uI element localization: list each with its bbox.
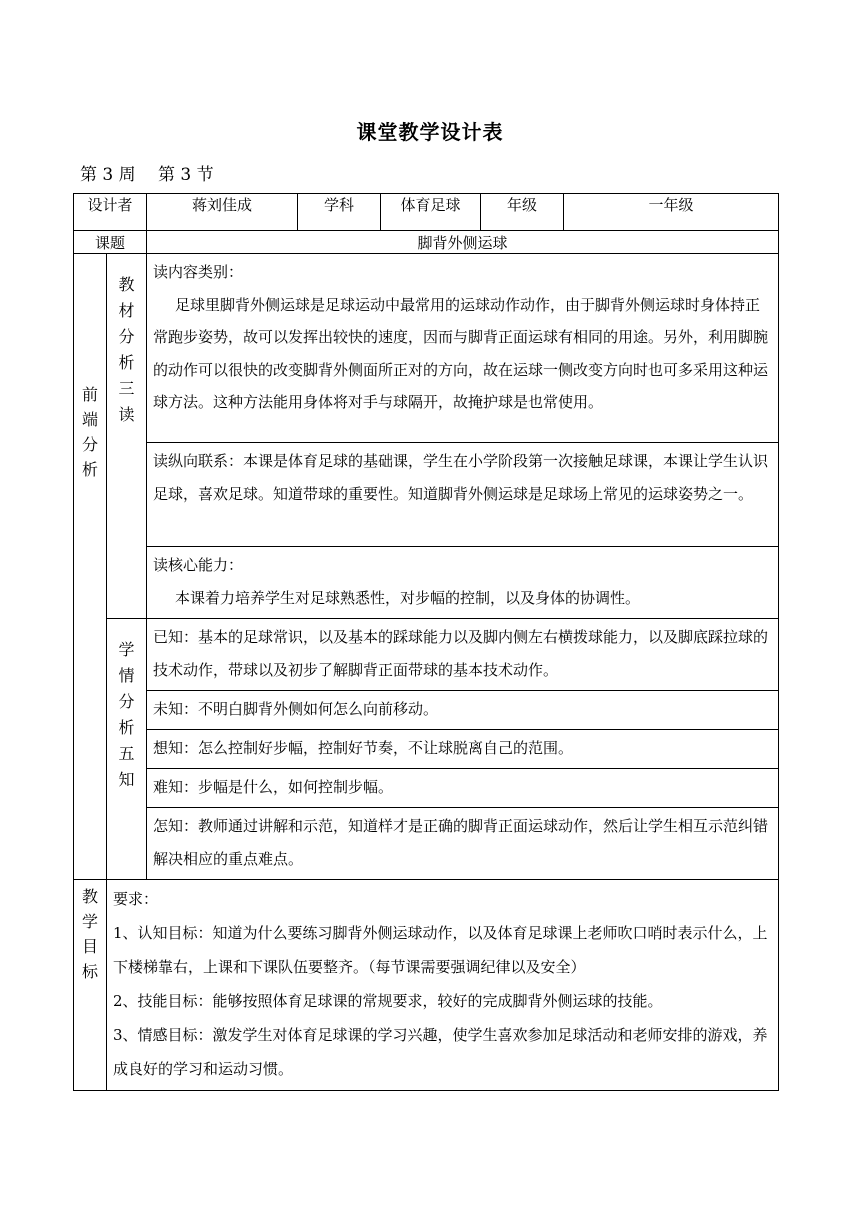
want-text: 想知：怎么控制好步幅，控制好节奏，不让球脱离自己的范围。	[147, 730, 779, 769]
unknown-row	[74, 691, 779, 730]
topic-label: 课题	[74, 231, 147, 254]
designer-label: 设计者	[74, 194, 147, 231]
header-row	[74, 194, 779, 231]
difficult-text: 难知：步幅是什么，如何控制步幅。	[147, 769, 779, 808]
core-ability-row	[74, 547, 779, 619]
vertical-link-text: 读纵向联系：本课是体育足球的基础课，学生在小学阶段第一次接触足球课，本课让学生认识足球，喜欢足球。知道带球的重要性。知道脚背外侧运球是足球场上常见的运球姿势之一。	[147, 443, 779, 547]
week-section: 第 3 周 第 3 节	[80, 165, 214, 185]
subject-value: 体育足球	[381, 194, 481, 231]
goals-row	[74, 880, 779, 1091]
vertical-link-row	[74, 443, 779, 547]
core-ability-text: 本课着力培养学生对足球熟悉性，对步幅的控制，以及身体的协调性。	[175, 588, 641, 607]
front-analysis-label: 前端分析	[74, 254, 107, 880]
core-ability-title: 读核心能力：	[153, 556, 244, 574]
how-text: 怎知：教师通过讲解和示范，知道样才是正确的脚背正面运球动作，然后让学生相互示范纠错解决相应的重点难点。	[147, 808, 779, 880]
topic-row	[74, 231, 779, 254]
goals-cell	[107, 880, 779, 1091]
known-row	[74, 619, 779, 691]
topic-value: 脚背外侧运球	[147, 231, 779, 254]
grade-label: 年级	[481, 194, 564, 231]
content-type-cell	[147, 254, 779, 443]
goal-item-cognitive: 1、认知目标：知道为什么要练习脚背外侧运球动作，以及体育足球课上老师吹口哨时表示什么，上下楼梯靠右，上课和下课队伍要整齐。（每节课需要强调纪律以及安全）	[113, 924, 768, 976]
material-analysis-label: 教材分析三读	[107, 254, 147, 619]
student-analysis-label: 学情分析五知	[107, 619, 147, 880]
page-title: 课堂教学设计表	[356, 120, 504, 144]
core-ability-cell	[147, 547, 779, 619]
content-type-row	[74, 254, 779, 443]
content-type-title: 读内容类别：	[153, 263, 244, 281]
how-row	[74, 808, 779, 880]
unknown-text: 未知：不明白脚背外侧如何怎么向前移动。	[147, 691, 779, 730]
content-type-text: 足球里脚背外侧运球是足球运动中最常用的运球动作动作，由于脚背外侧运球时身体持正常跑步姿势，故可以发挥出较快的速度，因而与脚背正面运球有相同的用途。另外，利用脚腕的动作可以很快的改变脚背外侧面所正对的方向，故在运球一侧改变方向时也可多采用这种运球方法。这种方法能用身体将对手与球隔开，故掩护球是也常使用。	[153, 295, 769, 411]
difficult-row	[74, 769, 779, 808]
goal-item-skill: 2、技能目标：能够按照体育足球课的常规要求，较好的完成脚背外侧运球的技能。	[113, 992, 663, 1010]
goals-label: 教学目标	[74, 880, 107, 1091]
designer-value: 蒋刘佳成	[147, 194, 298, 231]
grade-value: 一年级	[564, 194, 779, 231]
want-row	[74, 730, 779, 769]
subject-label: 学科	[298, 194, 381, 231]
lesson-design-table	[73, 193, 779, 1091]
goal-item-emotion: 3、情感目标：激发学生对体育足球课的学习兴趣，使学生喜欢参加足球活动和老师安排的游戏，养成良好的学习和运动习惯。	[113, 1026, 768, 1078]
known-text: 已知：基本的足球常识，以及基本的踩球能力以及脚内侧左右横拨球能力，以及脚底踩拉球的技术动作，带球以及初步了解脚背正面带球的基本技术动作。	[147, 619, 779, 691]
goals-requirement: 要求：	[113, 890, 159, 908]
